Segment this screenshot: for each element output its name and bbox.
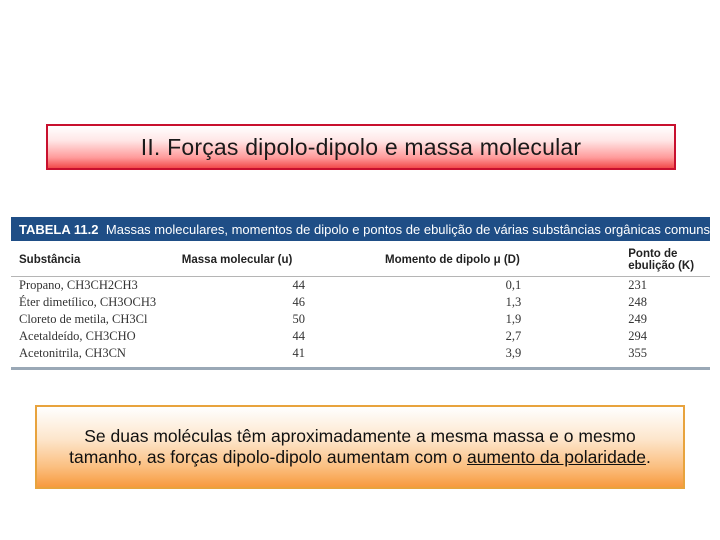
cell-dipole: 3,9	[505, 346, 522, 360]
slide-title: II. Forças dipolo-dipolo e massa molecular	[140, 133, 582, 160]
table-row	[11, 328, 710, 345]
cell-dipole: 2,7	[505, 329, 522, 343]
note-emphasis: aumento da polaridade	[466, 447, 646, 467]
cell-dipole: 1,9	[505, 312, 522, 326]
table-label: TABELA 11.2	[19, 221, 99, 237]
cell-boiling: 355	[628, 346, 647, 360]
table-row	[11, 277, 710, 295]
table-row	[11, 311, 710, 328]
note-text-end: .	[646, 447, 651, 467]
cell-dipole: 0,1	[505, 278, 522, 292]
note-box	[35, 405, 685, 489]
table-caption: Massas moleculares, momentos de dipolo e pontos de ebulição de várias substâncias orgânicas comuns	[105, 221, 710, 237]
cell-substance: Cloreto de metila, CH3Cl	[19, 312, 148, 326]
cell-substance: Acetaldeído, CH3CHO	[19, 329, 136, 343]
cell-boiling: 231	[628, 278, 647, 292]
table-row	[11, 345, 710, 362]
note-text-main: Se duas moléculas têm aproximadamente a mesma massa e o mesmo tamanho, as forças dipolo-dipolo aumentam com o	[69, 426, 636, 467]
cell-substance: Propano, CH3CH2CH3	[19, 278, 138, 292]
table-row	[11, 294, 710, 311]
note-text	[60, 426, 660, 468]
header-dipole-moment: Momento de dipolo μ (D)	[385, 245, 628, 277]
cell-mass: 46	[292, 295, 306, 309]
cell-substance: Éter dimetílico, CH3OCH3	[19, 295, 157, 309]
cell-dipole: 1,3	[505, 295, 522, 309]
data-table	[11, 245, 710, 362]
header-substance: Substância	[11, 245, 182, 277]
cell-boiling: 248	[628, 295, 647, 309]
data-table-panel	[11, 217, 710, 370]
header-molecular-mass: Massa molecular (u)	[182, 245, 385, 277]
cell-mass: 44	[292, 278, 306, 292]
cell-substance: Acetonitrila, CH3CN	[19, 346, 126, 360]
cell-mass: 50	[292, 312, 306, 326]
cell-mass: 44	[292, 329, 306, 343]
title-box	[46, 124, 676, 170]
cell-boiling: 294	[628, 329, 647, 343]
cell-boiling: 249	[628, 312, 647, 326]
cell-mass: 41	[292, 346, 306, 360]
header-boiling-point: Ponto de ebulição (K)	[628, 245, 710, 277]
table-caption-bar	[11, 217, 710, 241]
table-header-row	[11, 245, 710, 277]
